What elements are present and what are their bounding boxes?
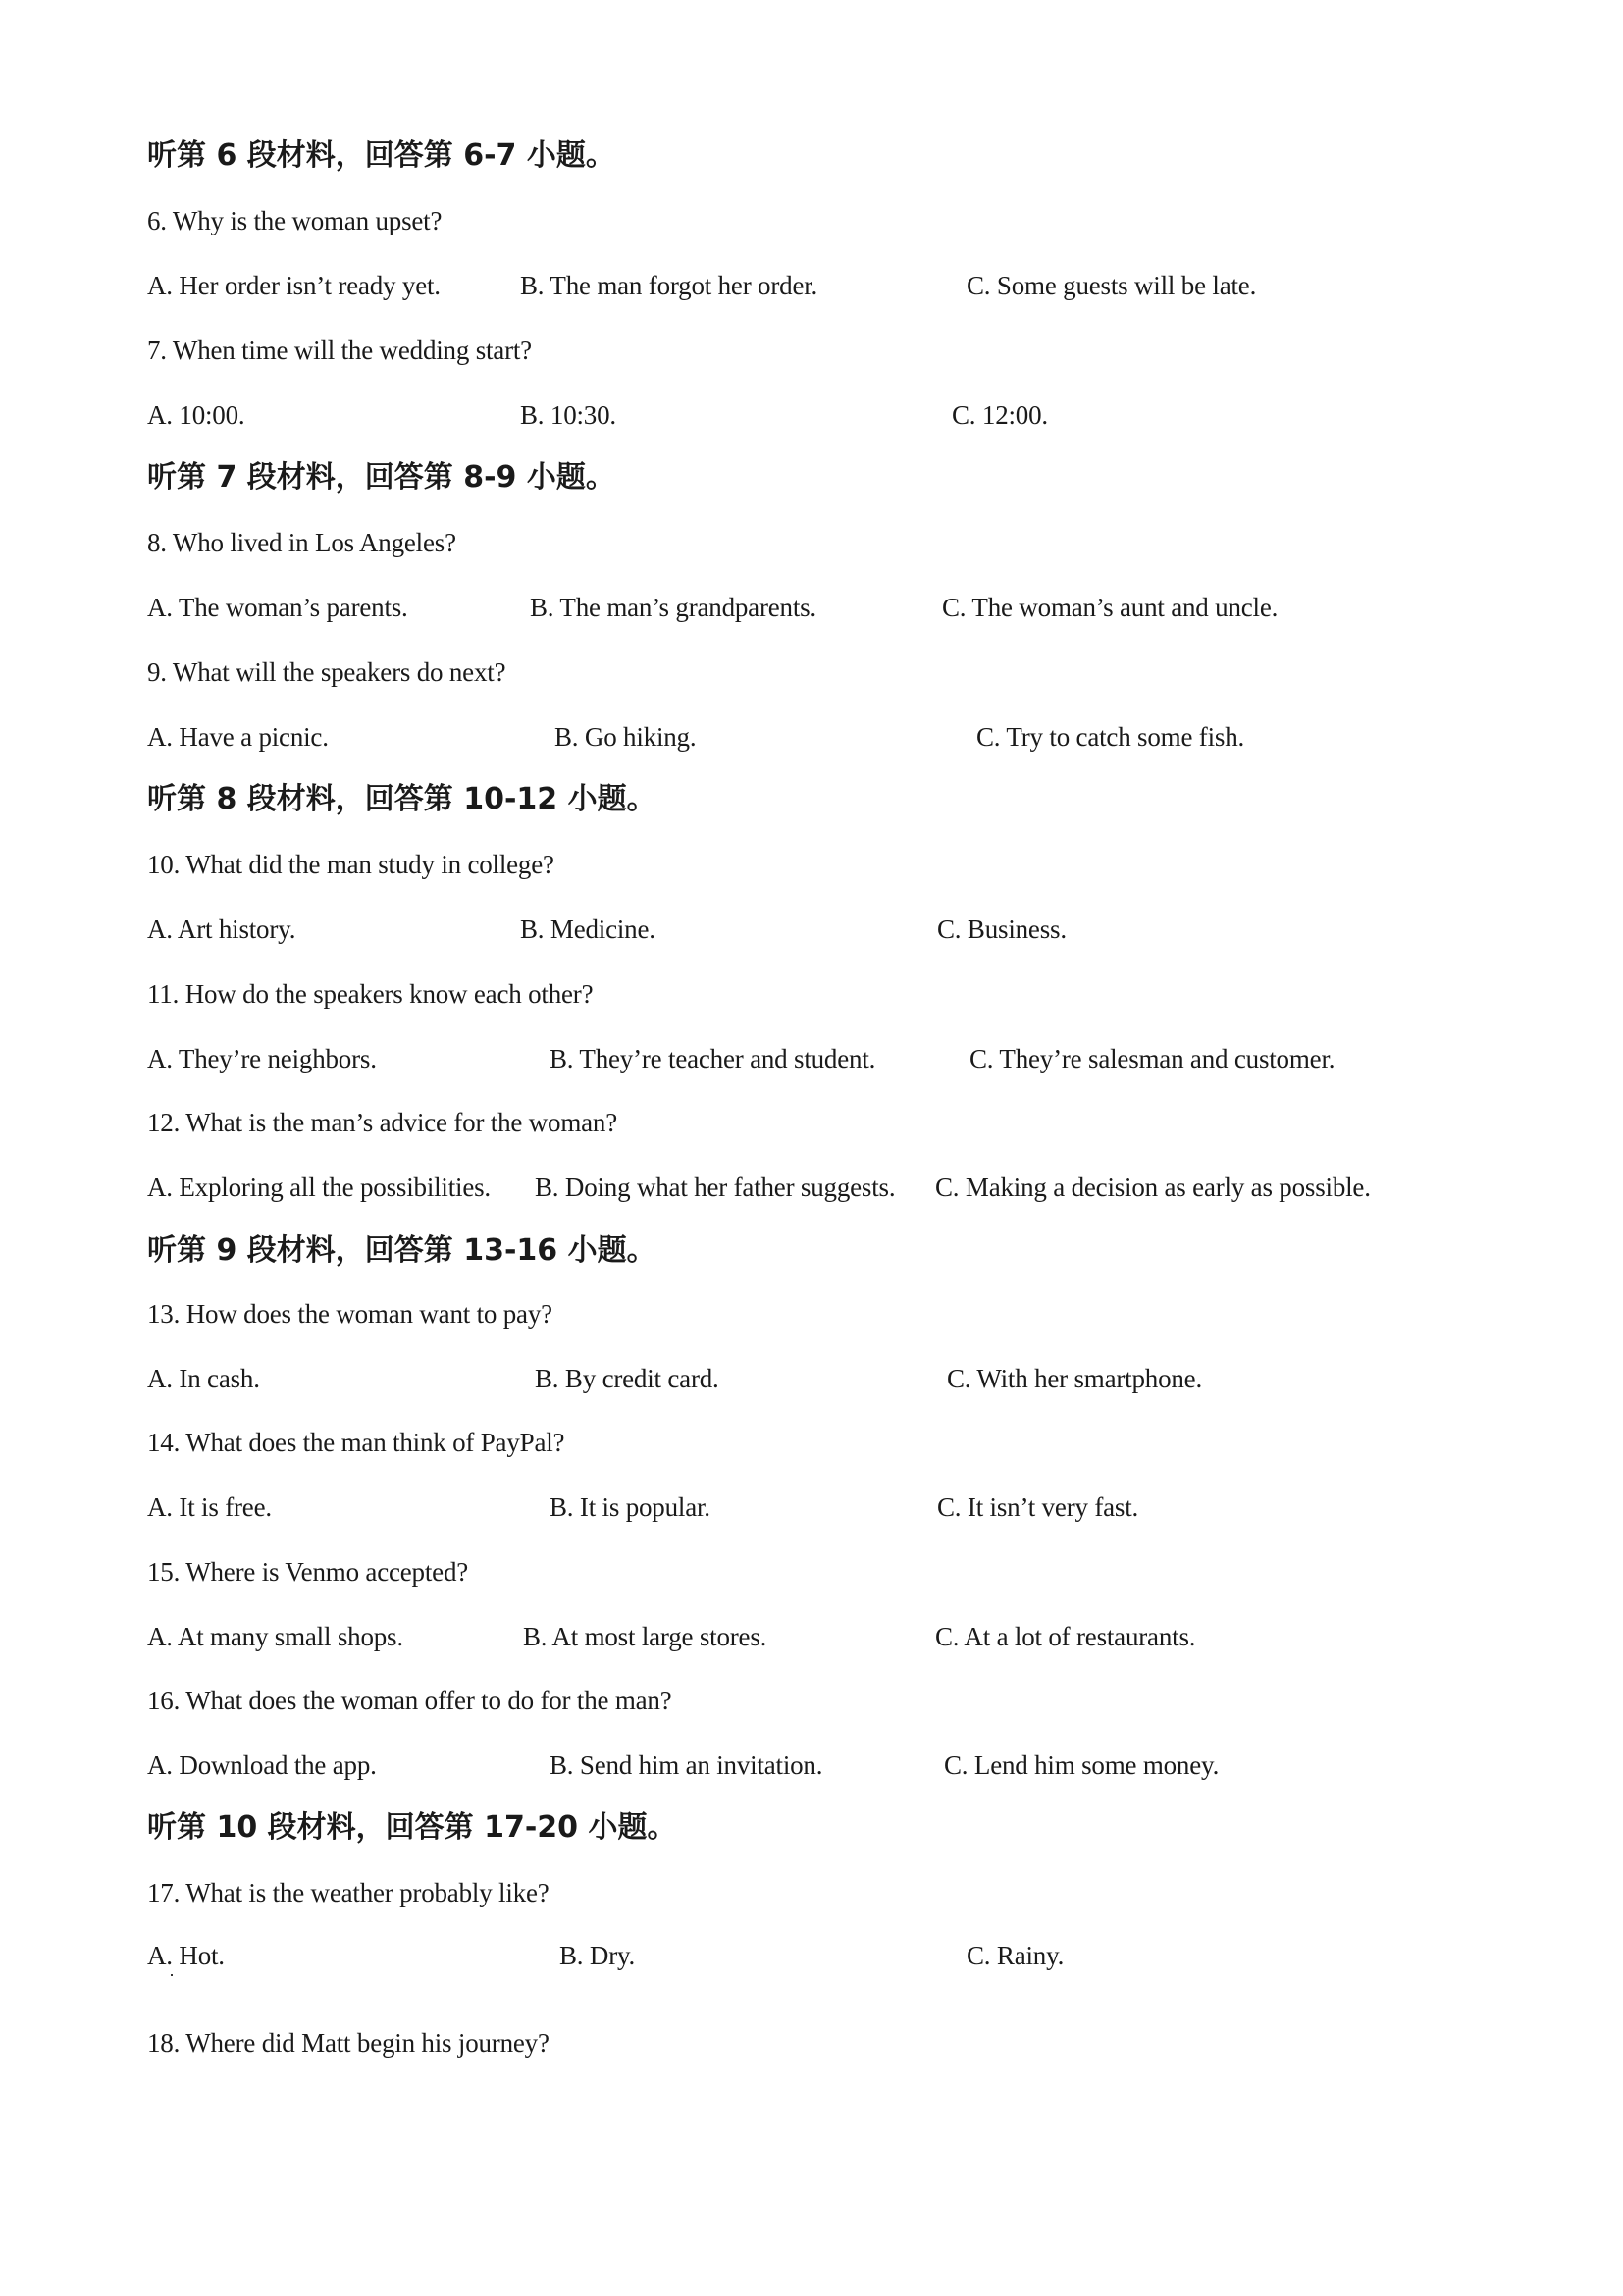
question-text: 7. When time will the wedding start?	[147, 336, 532, 365]
option-c: C. The woman’s aunt and uncle.	[942, 593, 1279, 622]
option-b: B. The man forgot her order.	[520, 271, 818, 300]
section-heading: 听第 9 段材料，回答第 13-16 小题。	[147, 1233, 656, 1268]
option-c: C. Making a decision as early as possible.	[935, 1173, 1371, 1202]
question-text: 6. Why is the woman upset?	[147, 206, 443, 235]
option-b: B. Send him an invitation.	[550, 1750, 823, 1780]
option-a: A. Art history.	[147, 914, 296, 944]
option-a: A. It is free.	[147, 1492, 272, 1522]
option-c: C. With her smartphone.	[947, 1364, 1203, 1393]
option-a: A. Her order isn’t ready yet.	[147, 271, 441, 300]
option-a: A. 10:00.	[147, 400, 245, 430]
stray-mark	[171, 1974, 173, 1976]
option-a: A. They’re neighbors.	[147, 1044, 377, 1073]
option-b: B. The man’s grandparents.	[530, 593, 816, 622]
option-b: B. At most large stores.	[523, 1622, 767, 1651]
option-a: A. In cash.	[147, 1364, 260, 1393]
question-text: 17. What is the weather probably like?	[147, 1878, 550, 1907]
question-text: 10. What did the man study in college?	[147, 850, 554, 879]
question-text: 11. How do the speakers know each other?	[147, 979, 594, 1009]
option-c: C. Some guests will be late.	[967, 271, 1257, 300]
option-b: B. It is popular.	[550, 1492, 710, 1522]
option-a: A. At many small shops.	[147, 1622, 403, 1651]
option-c: C. It isn’t very fast.	[937, 1492, 1139, 1522]
option-c: C. Lend him some money.	[944, 1750, 1220, 1780]
question-text: 8. Who lived in Los Angeles?	[147, 528, 456, 557]
option-a: A. Have a picnic.	[147, 722, 329, 752]
option-b: B. They’re teacher and student.	[550, 1044, 876, 1073]
question-text: 18. Where did Matt begin his journey?	[147, 2028, 550, 2058]
option-b: B. Doing what her father suggests.	[535, 1173, 896, 1202]
option-a: A. Hot.	[147, 1941, 225, 1970]
section-heading: 听第 7 段材料，回答第 8-9 小题。	[147, 460, 615, 495]
option-b: B. 10:30.	[520, 400, 616, 430]
option-b: B. By credit card.	[535, 1364, 719, 1393]
option-c: C. They’re salesman and customer.	[969, 1044, 1335, 1073]
option-b: B. Go hiking.	[554, 722, 697, 752]
option-b: B. Medicine.	[520, 914, 655, 944]
option-a: A. Download the app.	[147, 1750, 377, 1780]
section-heading: 听第 6 段材料，回答第 6-7 小题。	[147, 138, 615, 173]
option-c: C. Business.	[937, 914, 1067, 944]
option-c: C. 12:00.	[952, 400, 1048, 430]
option-c: C. Try to catch some fish.	[976, 722, 1245, 752]
section-heading: 听第 8 段材料，回答第 10-12 小题。	[147, 782, 656, 816]
section-heading: 听第 10 段材料，回答第 17-20 小题。	[147, 1810, 677, 1845]
option-a: A. Exploring all the possibilities.	[147, 1173, 491, 1202]
option-b: B. Dry.	[559, 1941, 636, 1970]
question-text: 12. What is the man’s advice for the woman?	[147, 1108, 618, 1137]
option-a: A. The woman’s parents.	[147, 593, 408, 622]
option-c: C. Rainy.	[967, 1941, 1065, 1970]
question-text: 13. How does the woman want to pay?	[147, 1299, 552, 1329]
question-text: 14. What does the man think of PayPal?	[147, 1428, 565, 1457]
option-c: C. At a lot of restaurants.	[935, 1622, 1196, 1651]
question-text: 9. What will the speakers do next?	[147, 657, 506, 687]
question-text: 15. Where is Venmo accepted?	[147, 1557, 469, 1587]
question-text: 16. What does the woman offer to do for the man?	[147, 1686, 672, 1715]
